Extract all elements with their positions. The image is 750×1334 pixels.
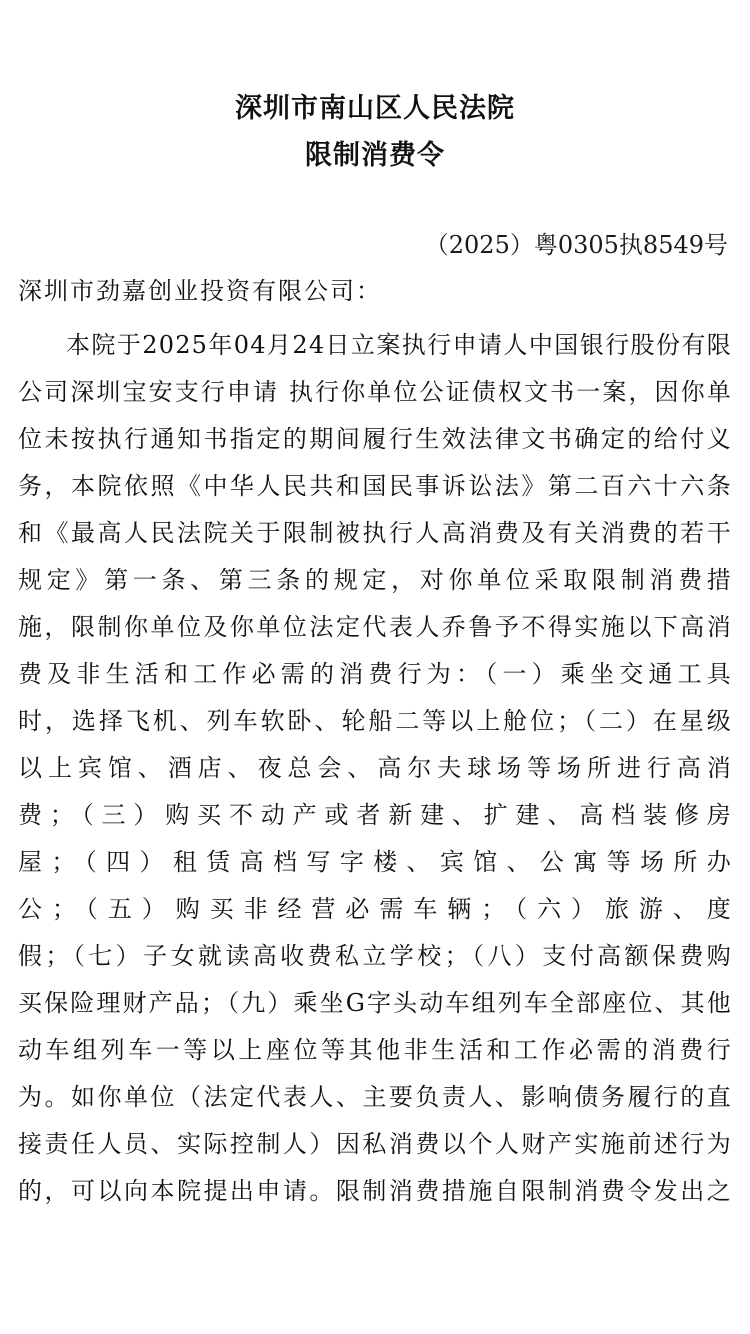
body-line: 务，本院依照《中华人民共和国民事诉讼法》第二百六十六条 (18, 472, 732, 500)
addressee: 深圳市劲嘉创业投资有限公司： (18, 277, 382, 305)
body-line: 时，选择飞机、列车软卧、轮船二等以上舱位；（二）在星级 (18, 707, 732, 735)
body-line: 的，可以向本院提出申请。限制消费措施自限制消费令发出之 (18, 1177, 732, 1205)
body-line: 费；（三）购买不动产或者新建、扩建、高档装修房 (18, 801, 732, 829)
body-line: 以上宾馆、酒店、夜总会、高尔夫球场等场所进行高消 (18, 754, 732, 782)
body-line: 施，限制你单位及你单位法定代表人乔鲁予不得实施以下高消 (18, 613, 732, 641)
body-line: 公；（五）购买非经营必需车辆；（六）旅游、度 (18, 895, 732, 923)
body-line: 为。如你单位（法定代表人、主要负责人、影响债务履行的直 (18, 1083, 732, 1111)
body-line: 屋；（四）租赁高档写字楼、宾馆、公寓等场所办 (18, 848, 732, 876)
document-title: 限制消费令 (305, 140, 445, 171)
case-number: （2025）粤0305执8549号 (424, 231, 728, 259)
body-line: 和《最高人民法院关于限制被执行人高消费及有关消费的若干 (18, 519, 732, 547)
body-line: 位未按执行通知书指定的期间履行生效法律文书确定的给付义 (18, 425, 732, 453)
body-line: 公司深圳宝安支行申请 执行你单位公证债权文书一案，因你单 (18, 378, 732, 406)
body-line: 假；（七）子女就读高收费私立学校；（八）支付高额保费购 (18, 942, 732, 970)
body-line: 接责任人员、实际控制人）因私消费以个人财产实施前述行为 (18, 1130, 732, 1158)
body-line: 本院于2025年04月24日立案执行申请人中国银行股份有限 (66, 331, 732, 359)
order-body (18, 322, 732, 1215)
court-name: 深圳市南山区人民法院 (235, 93, 515, 124)
body-line: 动车组列车一等以上座位等其他非生活和工作必需的消费行 (18, 1036, 732, 1064)
body-line: 费及非生活和工作必需的消费行为：（一）乘坐交通工具 (18, 660, 732, 688)
body-line: 买保险理财产品；（九）乘坐G字头动车组列车全部座位、其他 (18, 989, 732, 1017)
body-line: 规定》第一条、第三条的规定，对你单位采取限制消费措 (18, 566, 732, 594)
